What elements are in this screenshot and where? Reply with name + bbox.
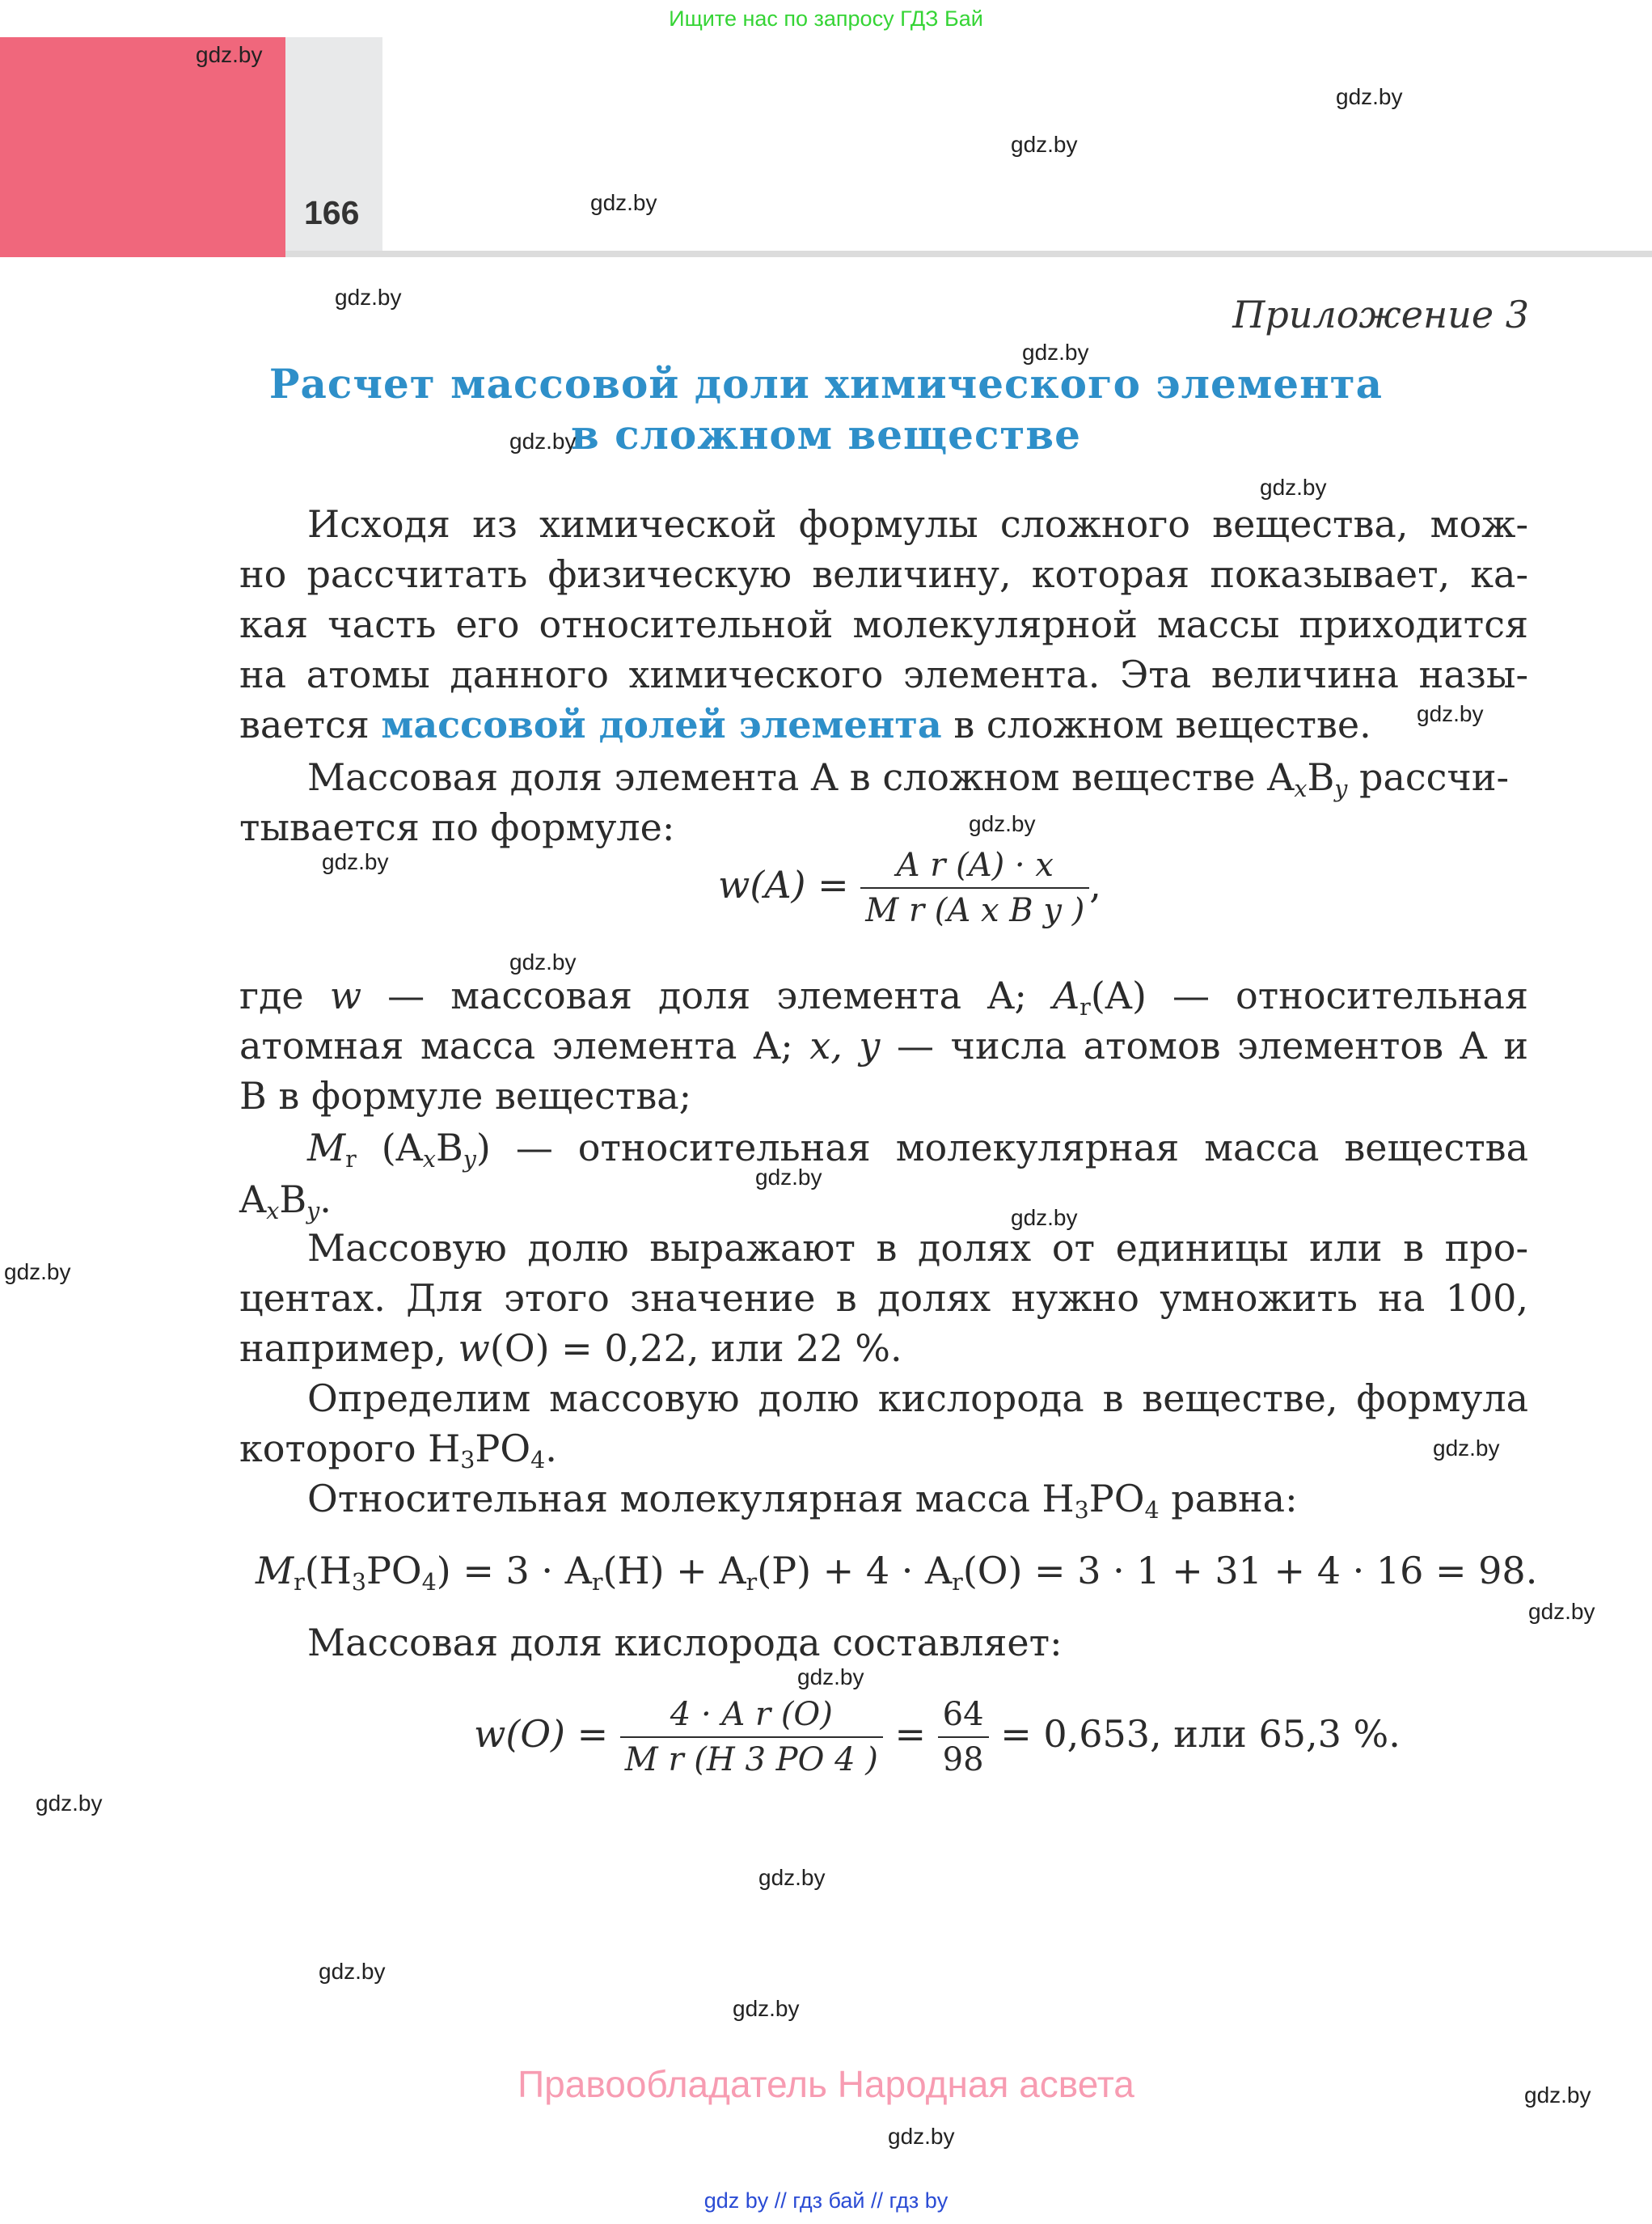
symbol: w <box>329 974 362 1017</box>
subscript: y <box>1334 775 1348 802</box>
footer-links[interactable]: gdz by // гдз бай // гдз by <box>703 2188 949 2213</box>
watermark: gdz.by <box>196 42 263 67</box>
text-span: (A) — относительная <box>1090 974 1528 1017</box>
symbol: A <box>1052 974 1080 1017</box>
subscript: r <box>591 1568 603 1596</box>
symbol: w <box>458 1326 490 1370</box>
watermark: gdz.by <box>1022 340 1089 365</box>
paragraph-1-line-5 <box>239 700 1528 750</box>
text-span: (O) = 3 · 1 + 31 + 4 · 16 = 98. <box>962 1549 1538 1592</box>
subscript: 4 <box>530 1446 546 1474</box>
formula-denominator: 98 <box>942 1741 984 1778</box>
paragraph-2-line-1 <box>307 752 1528 802</box>
header-color-block <box>0 37 285 257</box>
watermark: gdz.by <box>1433 1435 1500 1461</box>
text-span: PO <box>475 1427 531 1470</box>
watermark: gdz.by <box>1011 1205 1078 1230</box>
text-span: — массовая доля элемента A; <box>387 974 1027 1017</box>
formula-molar-mass <box>256 1547 1537 1594</box>
watermark: gdz.by <box>335 285 402 310</box>
paragraph-4-line-2 <box>239 1423 1528 1474</box>
text-span: B <box>279 1178 307 1221</box>
text-span: рассчи- <box>1347 755 1510 799</box>
watermark: gdz.by <box>1011 132 1078 157</box>
subscript: 4 <box>1144 1496 1160 1524</box>
page-number: 166 <box>304 194 360 231</box>
subscript: r <box>952 1568 963 1596</box>
text-span: A <box>239 1178 267 1221</box>
section-title-line-2: в сложном веществе <box>571 411 1081 459</box>
text-span: (O) = 0,22, или 22 %. <box>489 1326 902 1370</box>
text-span: в сложном веществе. <box>953 703 1371 746</box>
text-span: вается <box>239 703 370 746</box>
text-span: . <box>319 1178 332 1221</box>
symbol: x, y <box>809 1024 881 1068</box>
definitions-line-1 <box>239 970 1528 1021</box>
watermark: gdz.by <box>322 849 389 874</box>
formula-numerator: 4 · A r (O) <box>620 1694 883 1738</box>
text-span: которого H <box>239 1427 461 1470</box>
watermark: gdz.by <box>319 1959 386 1984</box>
paragraph-6-line-1: Массовая доля кислорода составляет: <box>307 1621 1063 1664</box>
formula-fraction <box>860 845 1089 931</box>
symbol: M <box>307 1126 346 1169</box>
watermark: gdz.by <box>1524 2082 1591 2108</box>
paragraph-3-line-2: центах. Для этого значение в долях нужно умножить на 100, <box>239 1276 1528 1320</box>
text-span: PO <box>1088 1477 1145 1520</box>
formula-fraction-1 <box>620 1694 883 1780</box>
watermark: gdz.by <box>755 1165 822 1190</box>
subscript: r <box>345 1145 357 1173</box>
text-span: (A <box>381 1126 423 1169</box>
watermark: gdz.by <box>590 190 657 215</box>
formula-numerator: 64 <box>938 1694 989 1738</box>
text-span: ) = 3 · A <box>436 1549 592 1592</box>
symbol: M <box>256 1549 294 1592</box>
text-span: атомная масса элемента A; <box>239 1024 793 1068</box>
subscript: 4 <box>421 1568 437 1596</box>
text-span: где <box>239 974 304 1017</box>
subscript: 3 <box>460 1446 475 1474</box>
watermark: gdz.by <box>36 1791 103 1816</box>
section-title-line-1: Расчет массовой доли химического элемента <box>268 360 1384 408</box>
watermark: gdz.by <box>888 2124 955 2149</box>
watermark: gdz.by <box>1336 84 1403 109</box>
watermark: gdz.by <box>509 429 577 454</box>
text-span: . <box>545 1427 557 1470</box>
formula-lhs: w(O) = <box>474 1712 609 1756</box>
copyright-notice: Правообладатель Народная асвета <box>518 2063 1134 2105</box>
subscript: y <box>463 1145 476 1173</box>
text-span: B <box>1307 755 1335 799</box>
formula-tail: , <box>1089 863 1101 907</box>
definitions-line-4 <box>307 1123 1528 1173</box>
paragraph-3-line-3 <box>239 1323 1528 1373</box>
text-span: PO <box>365 1549 422 1592</box>
watermark: gdz.by <box>509 949 577 975</box>
subscript: 3 <box>351 1568 366 1596</box>
top-banner[interactable]: Ищите нас по запросу ГДЗ Бай <box>669 6 983 31</box>
text-span: равна: <box>1159 1477 1298 1520</box>
subscript: x <box>422 1145 436 1173</box>
subscript: y <box>306 1197 320 1224</box>
paragraph-2-line-2: тывается по формуле: <box>239 805 675 849</box>
watermark: gdz.by <box>1260 475 1327 500</box>
paragraph-1-line-3: кая часть его относительной молекулярной массы приходится <box>239 603 1528 646</box>
header-rule <box>285 251 1652 257</box>
watermark: gdz.by <box>797 1664 864 1689</box>
watermark: gdz.by <box>758 1865 826 1890</box>
watermark: gdz.by <box>1528 1599 1595 1624</box>
subscript: 3 <box>1074 1496 1089 1524</box>
text-span: B <box>435 1126 463 1169</box>
subscript: x <box>1294 775 1308 802</box>
paragraph-1-line-4: на атомы данного химического элемента. Эта величина назы- <box>239 653 1528 696</box>
text-span: — числа атомов элементов A и <box>897 1024 1528 1068</box>
text-span: например, <box>239 1326 446 1370</box>
formula-denominator: M r (A x B y ) <box>865 892 1085 929</box>
formula-numerator: A r (A) · x <box>860 845 1089 889</box>
equals-sign: = <box>894 1712 927 1756</box>
formula-mass-fraction <box>718 845 1101 931</box>
text-span: (P) + 4 · A <box>757 1549 953 1592</box>
formula-fraction-2 <box>938 1694 989 1780</box>
text-span: ) — относительная молекулярная масса вещества <box>475 1126 1528 1169</box>
formula-oxygen-fraction <box>474 1694 1401 1780</box>
paragraph-1-line-1: Исходя из химической формулы сложного вещества, мож- <box>307 502 1528 546</box>
watermark: gdz.by <box>969 811 1036 836</box>
subscript: x <box>266 1197 280 1224</box>
definitions-line-5 <box>239 1174 1528 1224</box>
text-span: (H) + A <box>602 1549 746 1592</box>
formula-tail: = 0,653, или 65,3 %. <box>1000 1712 1401 1756</box>
definitions-line-2 <box>239 1021 1528 1071</box>
subscript: r <box>746 1568 758 1596</box>
watermark: gdz.by <box>1417 701 1484 726</box>
paragraph-1-line-2: но рассчитать физическую величину, которая показывает, ка- <box>239 552 1528 596</box>
paragraph-5-line-1 <box>307 1474 1528 1524</box>
watermark: gdz.by <box>733 1996 800 2021</box>
definitions-line-3: B в формуле вещества; <box>239 1074 692 1118</box>
text-span: Относительная молекулярная масса H <box>307 1477 1075 1520</box>
paragraph-4-line-1: Определим массовую долю кислорода в веществе, формула <box>307 1376 1528 1420</box>
watermark: gdz.by <box>4 1259 71 1284</box>
subscript: r <box>1080 993 1091 1021</box>
text-span: Массовая доля элемента A в сложном веществе A <box>307 755 1295 799</box>
text-span: (H <box>304 1549 352 1592</box>
formula-denominator: M r (H 3 PO 4 ) <box>624 1741 878 1778</box>
subscript: r <box>294 1568 305 1596</box>
appendix-label: Приложение 3 <box>1232 293 1529 336</box>
key-term: массовой долей элемента <box>381 703 942 746</box>
paragraph-3-line-1: Массовую долю выражают в долях от единицы или в про- <box>307 1226 1528 1270</box>
formula-lhs: w(A) = <box>718 863 849 907</box>
